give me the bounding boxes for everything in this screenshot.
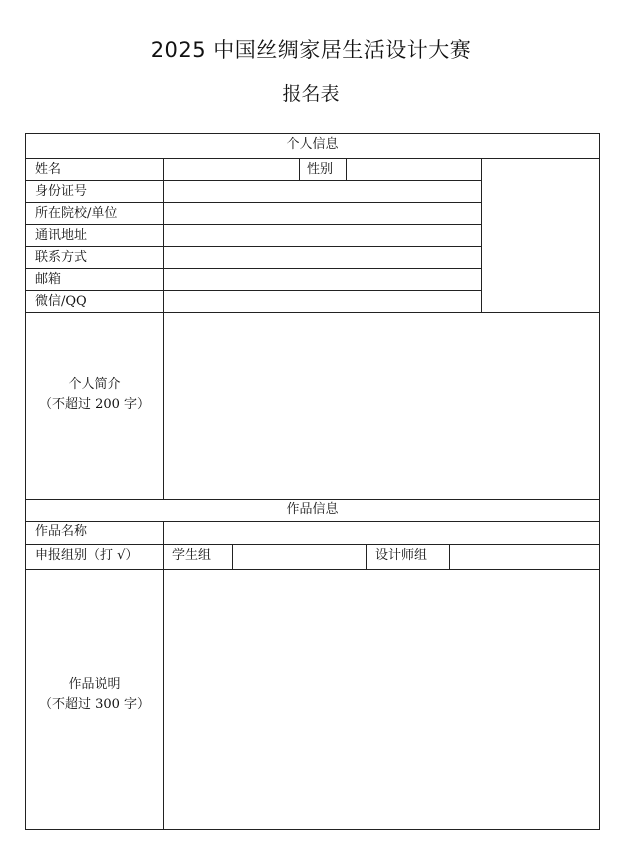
school-label: 所在院校/单位 xyxy=(35,206,118,221)
address-field[interactable] xyxy=(164,225,481,246)
registration-form xyxy=(25,133,600,830)
address-label: 通讯地址 xyxy=(35,228,88,243)
email-field[interactable] xyxy=(164,269,481,290)
gender-field[interactable] xyxy=(347,159,481,180)
name-field[interactable] xyxy=(164,159,299,180)
name-label: 姓名 xyxy=(35,162,62,177)
page-title: 2025 中国丝绸家居生活设计大赛 xyxy=(150,38,472,62)
work-name-field[interactable] xyxy=(164,522,599,544)
wechat-field[interactable] xyxy=(164,291,481,312)
desc-field[interactable] xyxy=(164,570,599,829)
group-student-label: 学生组 xyxy=(172,548,212,563)
contact-field[interactable] xyxy=(164,247,481,268)
id-number-label: 身份证号 xyxy=(35,184,88,199)
id-number-field[interactable] xyxy=(164,181,481,202)
page-subtitle: 报名表 xyxy=(282,83,340,105)
section-header-personal: 个人信息 xyxy=(286,137,339,152)
work-name-label: 作品名称 xyxy=(35,524,88,539)
group-student-checkbox[interactable] xyxy=(233,545,366,569)
gender-label: 性别 xyxy=(307,162,334,177)
bio-label: 个人简介 xyxy=(68,377,121,392)
contact-label: 联系方式 xyxy=(35,250,88,265)
group-designer-label: 设计师组 xyxy=(375,548,428,563)
bio-field[interactable] xyxy=(164,313,599,499)
wechat-label: 微信/QQ xyxy=(35,294,87,309)
desc-label: 作品说明 xyxy=(68,677,121,692)
group-label: 申报组别（打 √） xyxy=(35,548,139,563)
divider xyxy=(299,158,300,180)
photo-box[interactable] xyxy=(482,159,599,312)
desc-note: （不超过 300 字） xyxy=(38,697,151,712)
divider xyxy=(366,544,367,569)
group-designer-checkbox[interactable] xyxy=(450,545,599,569)
section-header-work: 作品信息 xyxy=(286,502,339,517)
desc-label-block xyxy=(26,675,163,715)
email-label: 邮箱 xyxy=(35,272,62,287)
bio-note: （不超过 200 字） xyxy=(38,397,151,412)
bio-label-block xyxy=(26,375,163,415)
school-field[interactable] xyxy=(164,203,481,224)
